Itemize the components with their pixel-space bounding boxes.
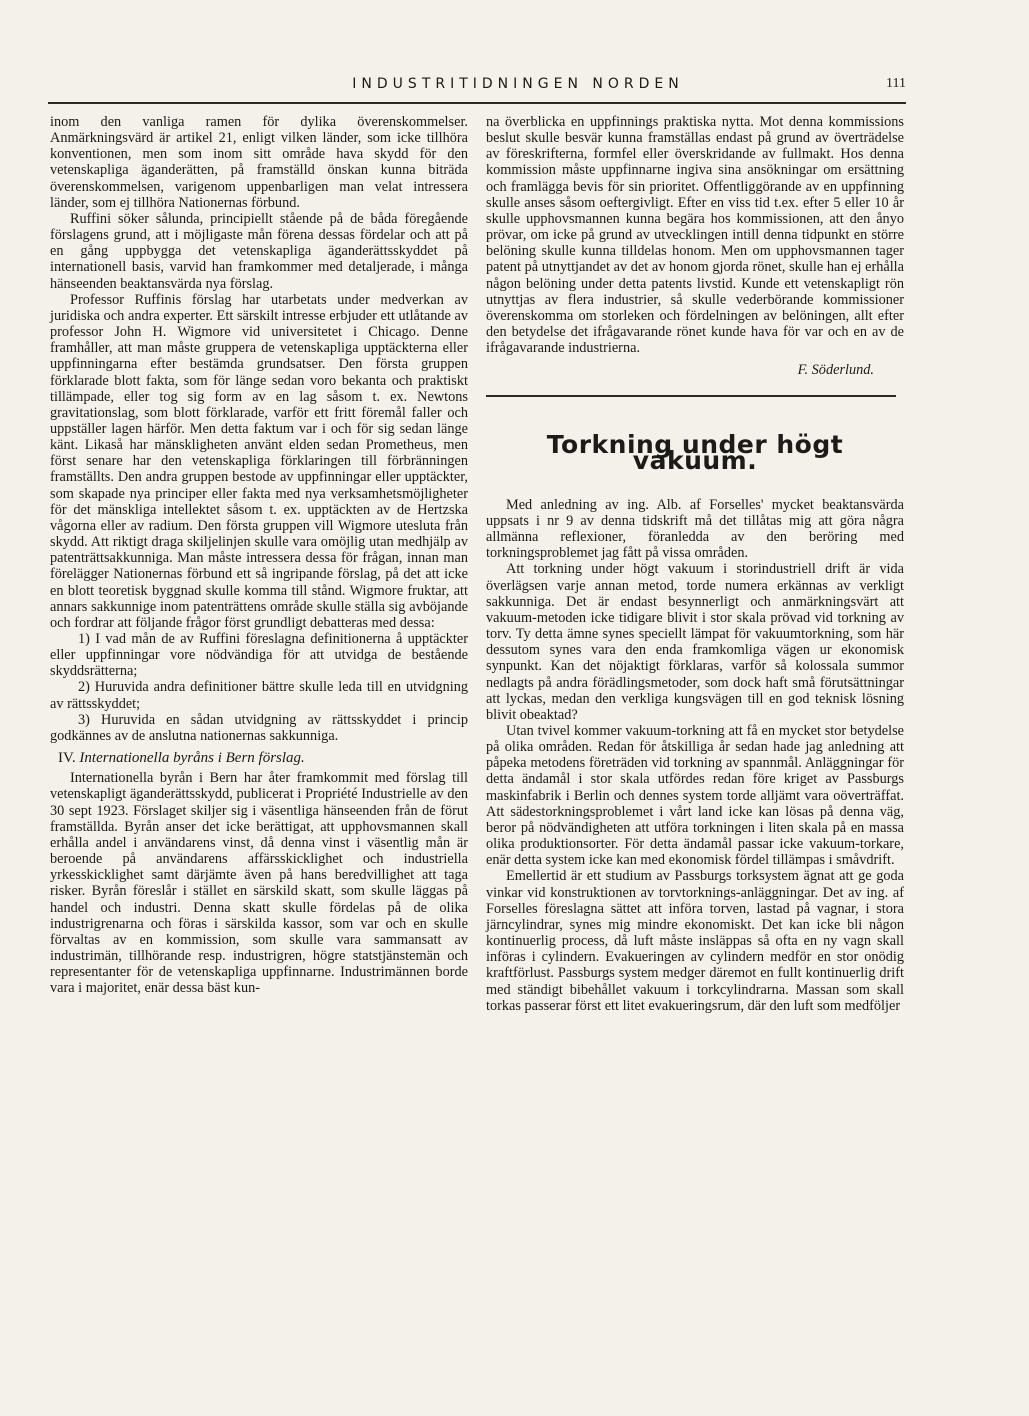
question-item-1: 1) I vad mån de av Ruffini föreslagna definitionerna å upptäckter eller uppfinningar vore nödvändiga för att utvidga de bestående skyddsrätterna;: [50, 631, 468, 680]
left-column: [50, 114, 468, 996]
question-item-2: 2) Huruvida andra definitioner bättre skulle leda till en utvidgning av rättsskyddet;: [50, 679, 468, 712]
article-separator: [486, 395, 896, 397]
section-heading: [50, 750, 468, 766]
author-signature: F. Söderlund.: [797, 362, 874, 379]
journal-title: INDUSTRITIDNINGEN NORDEN: [352, 76, 684, 92]
right-column: [486, 114, 904, 1014]
right-paragraph-3: Att torkning under högt vakuum i storindustriell drift är vida överlägsen varje annan metod, torde numera erkännas av verkligt sakkunniga. Det är endast besynnerligt och anmärkningsvärt att vakuum-metoden icke tidigare blivit i stor skala prövad vid torkning av torv. Ty detta ämne synes speciellt lämpat för vakuumtorkning, som här dessutom synes vara den enda framkomliga vägen ur ekonomisk synpunkt. Kan det nöjaktigt förklaras, varför så kolossala summor nedlagts på andra förädlingsmetoder, som dock haft små förutsättningar att lyckas, medan den verkliga kungsvägen till en god teknisk lösning blivit obeaktad?: [486, 561, 904, 723]
left-paragraph-3: Professor Ruffinis förslag har utarbetats under medverkan av juridiska och andra experter. Ett särskilt intresse erbjuder ett utlåtande av professor John H. Wigmore vid universitetet i Chicago. Denne framhåller, att man måste gruppera de vetenskapliga upptäckterna eller uppfinningarna efter bestämda grundsatser. Den första gruppen förklarade blott fakta, som för länge sedan voro bekanta och praktiskt tillämpade, eller tog sig form av en lag såsom t. ex. Newtons gravitationslag, som blott förklarade, varför ett fritt föremål faller och uppställer lagen härför. Men detta faktum var i och för sig sedan länge känt. Likaså har mänskligheten använt elden sedan Prometheus, men först senare har den vetenskapliga förklaringen till förbränningen framställts. Den andra gruppen bestode av uppfinningar eller upptäckter, som skapade nya principer eller fakta med nya verksamhetsmöjligheter för det mänskliga intellektet såsom t. ex. upptäckten av de Hertzska vågorna eller av radium. Den första gruppen vill Wigmore utesluta från skydd. Att riktigt draga skiljelinjen skulle vara omöjlig utan medhjälp av patenträttsakkunniga. Man måste intressera dessa för frågan, innan man förelägger Nationernas förbund ett så ingripande förslag, på det att icke en blott teoretisk byggnad skulle komma till stånd. Wigmore fruktar, att annars sakkunnige inom patenträttens område skulle ställa sig avböjande och fordrar att följande frågor först grundligt debatteras med dessa:: [50, 291, 468, 631]
left-paragraph-2: Ruffini söker sålunda, principiellt stående på de båda föregående förslagens grund, att i möjligaste mån förena dessas fördelar och att på en gång uppbygga det vetenskapliga äganderättsskyddet på internationell basis, varvid han framkommer med detaljerade, i många hänseenden beaktansvärda nya förslag.: [50, 210, 468, 292]
article-title: Torkning under högt vakuum.: [546, 429, 844, 475]
right-paragraph-2: Med anledning av ing. Alb. af Forselles' mycket beaktansvärda uppsats i nr 9 av denna tidskrift må det tillåtas mig att göra några allmänna reflexioner, föranledda av den beröring med torkningsproblemet jag fått på vissa områden.: [486, 496, 904, 562]
section-number: IV.: [58, 750, 76, 767]
right-paragraph-5: Emellertid är ett studium av Passburgs torksystem ägnat att ge goda vinkar vid konstruktionen av torvtorknings-anläggningar. Det av ing. af Forselles föreslagna sättet att införa torven, lastad på vagnar, i stora järncylindrar, synes mig mindre ekonomiskt. Det kan icke bli någon kontinuerlig process, då luft måste insläppas så ofta en ny vagn skall införas i cylindern. Evakueringen av cylindern medför en stor onödig kraftförlust. Passburgs system medger däremot en fullt kontinuerlig drift med ständigt bibehållet vakuum i torkcylindrarna. Massan som skall torkas passerar först ett litet evakueringsrum, där den luft som medföljer: [486, 868, 904, 1014]
left-paragraph-1: inom den vanliga ramen för dylika överenskommelser. Anmärkningsvärd är artikel 21, enligt vilken länder, som icke tillhöra konventionen, men som inom sitt område hava skydd för den vetenskapliga äganderätten, på framställd önskan kunna biträda överenskommelsen, varigenom uppenbarligen man velat intressera länder, som ej tillhöra Nationernas förbund.: [50, 114, 468, 211]
header-rule: [48, 102, 906, 104]
question-item-3: 3) Huruvida en sådan utvidgning av rättsskyddet i princip godkännes av de anslutna nationernas sakkunniga.: [50, 711, 468, 744]
page-header: [48, 76, 906, 98]
page-number: 111: [886, 76, 906, 91]
right-paragraph-1: na överblicka en uppfinnings praktiska nytta. Mot denna kommissions beslut skulle besvär kunna framställas endast på grund av överträdelse av föreskrifterna, formfel eller överskridande av fullmakt. Hos denna kommission måste uppfinnarne ingiva sina ansökningar om ersättning och framlägga bevis för sin prioritet. Offentliggörande av en uppfinning skulle anses såsom oeftergivligt. Efter en viss tid t.ex. efter 5 eller 10 år skulle upphovsmannen kunna begära hos kommissionen, att den ånyo prövar, om icke på grund av utvecklingen intill denna tidpunkt en större belöning skulle kunna tilldelas honom. Men om upphovsmannen tager patent på utnyttjandet av det av honom gjorda rönet, skulle han ej erhålla någon belöning under detta patents livstid. Kunde ett vetenskapligt rön utnyttjas av flera industrier, så skulle vederbörande kommissioner överenskomma om storleken och fördelningen av belöningen, allt efter den betydelse det ifrågavarande rönet kunde hava för var och en av de ifrågavarande industrierna.: [486, 114, 904, 357]
right-paragraph-4: Utan tvivel kommer vakuum-torkning att få en mycket stor betydelse på olika områden. Redan för åtskilliga år sedan hade jag anledning att påpeka metodens företräden vid torkning av spannmål. Anläggningar för detta ändamål i stor skala utfördes redan före kriget av Passburgs maskinfabrik i Berlin och dennes system torde alljämt vara oöverträffat. Att sädestorkningsproblemet i vårt land icke kan lösas på denna väg, beror på nödvändigheten att utföra torkningen i liten skala på en massa olika produktionsorter. För detta ändamål passar icke vakuum-torkare, enär detta system icke kan med ekonomisk fördel tillämpas i småvdrift.: [486, 723, 904, 869]
left-paragraph-4: Internationella byrån i Bern har åter framkommit med förslag till vetenskapligt äganderättsskydd, publicerat i Propriété Industrielle av den 30 sept 1923. Förslaget skiljer sig i väsentliga hänseenden från de förut framställda. Byrån anser det icke berättigat, att upphovsmannen skall erhålla andel i användarens vinst, då denna vinst i väsentlig mån är beroende på användarens affärsskicklighet och industriella yrkesskicklighet samt därjämte även på hans beredvillighet att taga risker. Byrån föreslår i stället en särskild skatt, som skulle läggas på handel och industri. Denna skatt skulle fördelas på de olika industrigrenarna och föras i särskilda kassor, som var och en skulle förvaltas av en kommission, som skulle vara sammansatt av industrimän, tillhörande resp. industrigren, högre statstjänstemän och representanter för de vetenskapliga uppfinnarne. Industrimännen borde vara i majoritet, enär dessa bäst kun-: [50, 770, 468, 997]
section-title: Internationella byråns i Bern förslag.: [79, 750, 305, 767]
